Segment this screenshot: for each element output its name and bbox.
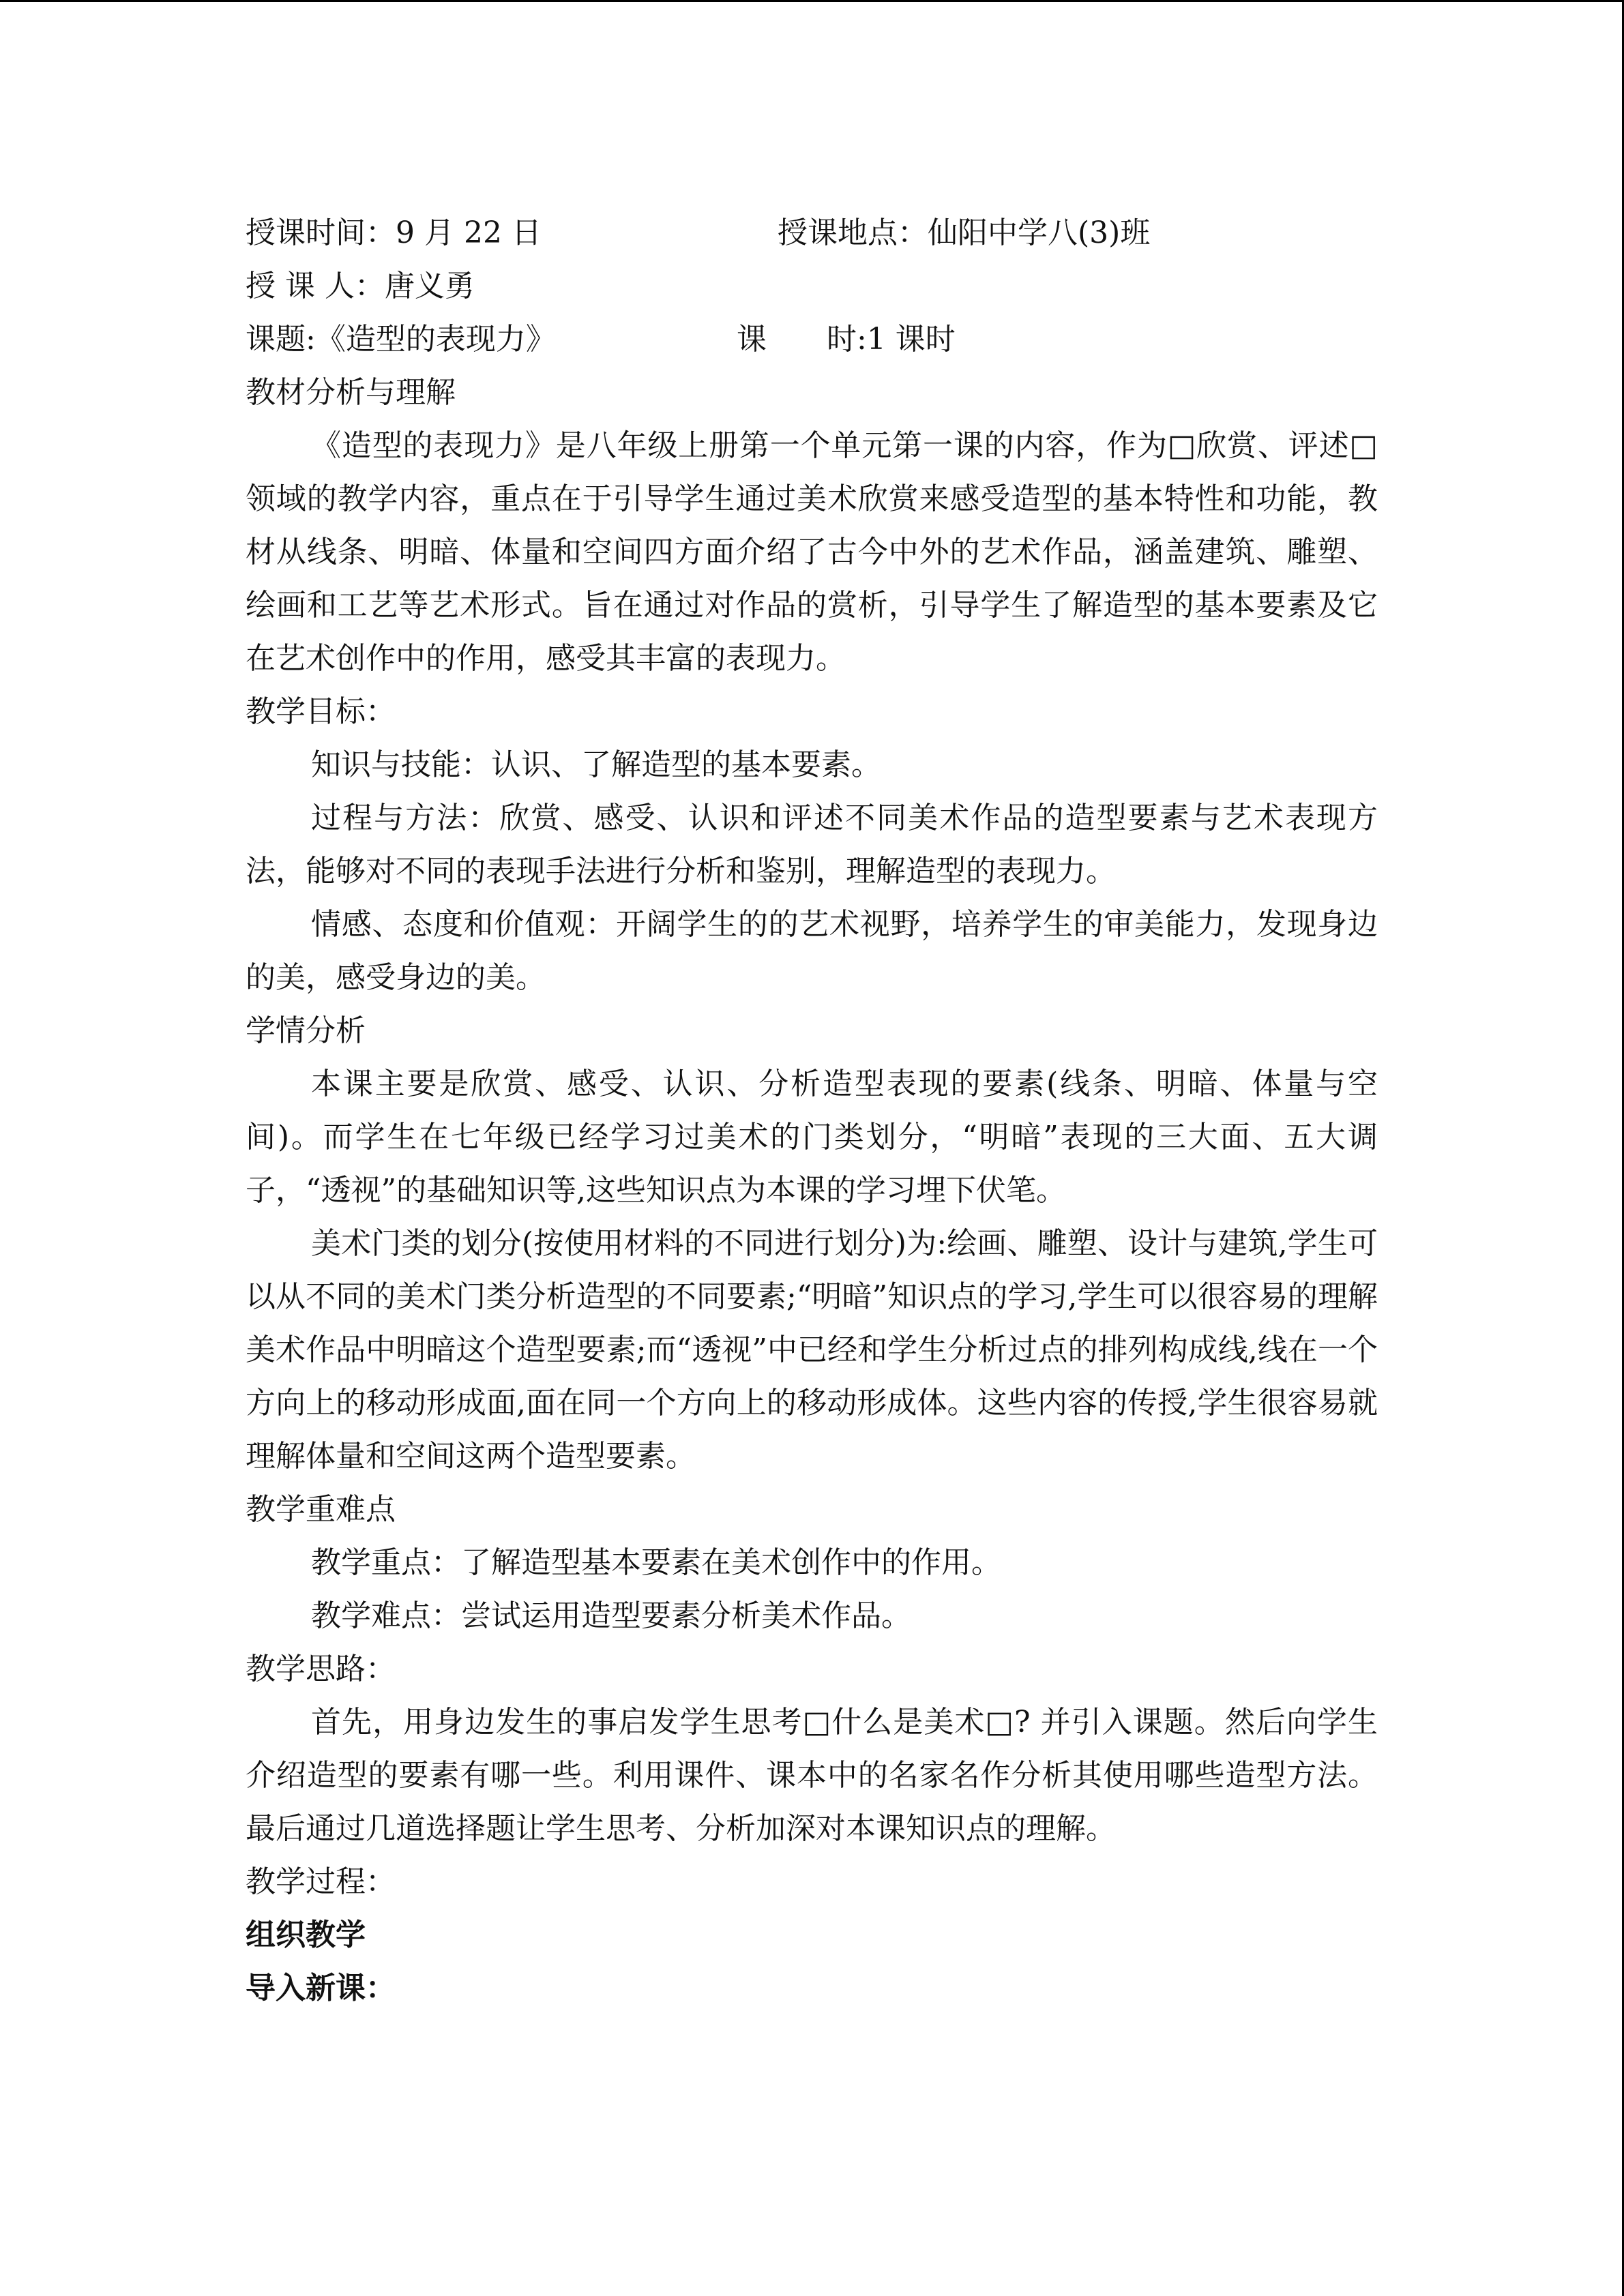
goals-heading: 教学目标： [246, 694, 396, 729]
analysis-paragraph: 《造型的表现力》是八年级上册第一个单元第一课的内容，作为□欣赏、评述□领域的教学内容，重点在于引导学生通过美术欣赏来感受造型的基本特性和功能，教材从线条、明暗、体量和空间四方面介绍了古今中外的艺术作品，涵盖建筑、雕塑、绘画和工艺等艺术形式。旨在通过对作品的赏析，引导学生了解造型的基本要素及它在艺术创作中的作用，感受其丰富的表现力。 [246, 428, 1378, 676]
learner-paragraph-2: 美术门类的划分(按使用材料的不同进行划分)为:绘画、雕塑、设计与建筑,学生可以从不同的美术门类分析造型的不同要素;“明暗”知识点的学习,学生可以很容易的理解美术作品中明暗这个造型要素;而“透视”中已经和学生分析过点的排列构成线,线在一个方向上的移动形成面,面在同一个方向上的移动形成体。这些内容的传授,学生很容易就理解体量和空间这两个造型要素。 [246, 1226, 1378, 1474]
intro-heading: 导入新课： [246, 1971, 396, 2006]
lesson-time: 授课时间：9 月 22 日 [246, 215, 542, 250]
difficulty-heading: 教学重难点 [246, 1492, 396, 1527]
teacher-row [246, 260, 1378, 313]
goal-knowledge: 知识与技能：认识、了解造型的基本要素。 [311, 747, 881, 782]
idea-heading: 教学思路： [246, 1652, 396, 1686]
goal-process: 过程与方法：欣赏、感受、认识和评述不同美术作品的造型要素与艺术表现方法，能够对不同的表现手法进行分析和鉴别，理解造型的表现力。 [246, 801, 1378, 889]
process-heading: 教学过程： [246, 1864, 396, 1899]
learner-paragraph-1: 本课主要是欣赏、感受、认识、分析造型表现的要素(线条、明暗、体量与空间)。而学生在七年级已经学习过美术的门类划分，“明暗”表现的三大面、五大调子，“透视”的基础知识等,这些知识点为本课的学习埋下伏笔。 [246, 1067, 1378, 1208]
analysis-heading: 教材分析与理解 [246, 375, 456, 410]
lesson-plan-content [246, 207, 1378, 2015]
key-point: 教学重点：了解造型基本要素在美术创作中的作用。 [311, 1545, 1001, 1580]
hard-point: 教学难点：尝试运用造型要素分析美术作品。 [311, 1598, 911, 1633]
learner-heading: 学情分析 [246, 1013, 366, 1048]
teacher-name: 授 课 人：唐义勇 [246, 269, 475, 303]
lesson-place: 授课地点：仙阳中学八(3)班 [778, 215, 1151, 250]
lesson-topic: 课题:《造型的表现力》 [246, 322, 556, 357]
idea-paragraph: 首先，用身边发生的事启发学生思考□什么是美术□? 并引入课题。然后向学生介绍造型的要素有哪一些。利用课件、课本中的名家名作分析其使用哪些造型方法。最后通过几道选择题让学生思考、分析加深对本课知识点的理解。 [246, 1705, 1378, 1846]
topic-row [246, 313, 1378, 366]
goal-emotion: 情感、态度和价值观：开阔学生的的艺术视野，培养学生的审美能力，发现身边的美，感受身边的美。 [246, 907, 1378, 995]
lesson-hours: 课 时:1 课时 [737, 322, 956, 357]
organize-heading: 组织教学 [246, 1918, 366, 1952]
time-place-row [246, 207, 1378, 260]
